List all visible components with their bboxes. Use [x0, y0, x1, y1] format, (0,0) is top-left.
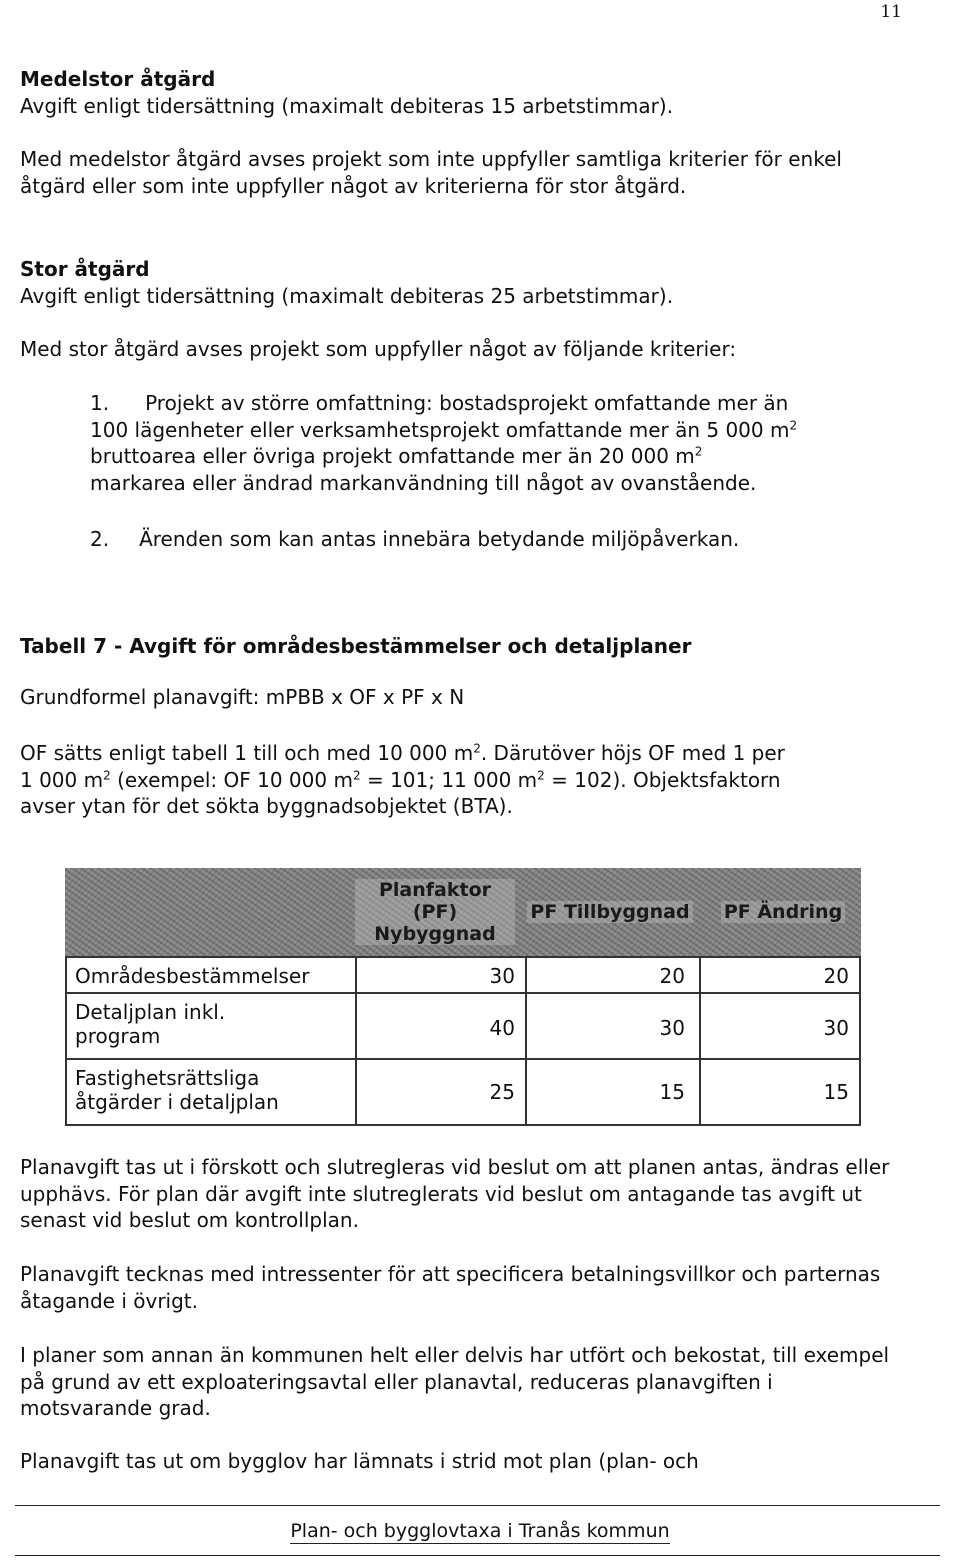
criteria-item-1-line-b: 100 lägenheter eller verksamhetsprojekt omfattande mer än 5 000 m: [90, 417, 790, 442]
criteria-item-2: [90, 526, 900, 553]
criteria-item-1-line-a: Projekt av större omfattning: bostadsprojekt omfattande mer än: [145, 391, 789, 415]
table-cell: 20: [823, 964, 849, 988]
superscript: 2: [537, 767, 545, 782]
medelstor-paragraph: Med medelstor åtgärd avses projekt som inte uppfyller samtliga kriterier för enkel åtgärd eller som inte uppfyller något av kriterierna för stor åtgärd.: [20, 147, 842, 198]
table-cell: 15: [659, 1080, 685, 1104]
paragraph-forskott: Planavgift tas ut i förskott och slutregleras vid beslut om att planen antas, ändras eller upphävs. För plan där avgift inte slutreglerats vid beslut om antagande tas avgift ut senast vid beslut om kontrollplan.: [20, 1155, 890, 1232]
table-cell: 25: [489, 1080, 515, 1104]
paragraph-reduceras: I planer som annan än kommunen helt eller delvis har utfört och bekostat, till exempel på grund av ett exploateringsavtal eller planavtal, reduceras planavgiften i motsvarande grad.: [20, 1343, 890, 1420]
stor-line1: Avgift enligt tidersättning (maximalt debiteras 25 arbetstimmar).: [20, 284, 674, 308]
table-cell: 15: [823, 1080, 849, 1104]
header-pf-tillbyggnad: PF Tillbyggnad: [525, 868, 695, 956]
table-rule: [859, 956, 861, 1126]
page-number: 11: [880, 2, 902, 22]
footer-rule-bottom: [15, 1555, 940, 1556]
stor-paragraph: Med stor åtgärd avses projekt som uppfyller något av följande kriterier:: [20, 337, 737, 361]
table-rule: [65, 956, 67, 1126]
superscript: 2: [103, 767, 111, 782]
criteria-item-1-line-c: bruttoarea eller övriga projekt omfattande mer än 20 000 m: [90, 444, 695, 468]
table-row-label: Områdesbestämmelser: [75, 964, 310, 988]
criteria-item-2-number: 2.: [90, 527, 110, 551]
of-text: = 101; 11 000 m: [360, 767, 538, 792]
table-rule: [355, 956, 357, 1126]
paragraph-bygglov: Planavgift tas ut om bygglov har lämnats i strid mot plan (plan- och: [20, 1449, 699, 1473]
of-text: (exempel: OF 10 000 m: [110, 767, 353, 792]
table-cell: 30: [489, 964, 515, 988]
criteria-item-1: [90, 390, 900, 496]
of-text: avser ytan för det sökta byggnadsobjektet (BTA).: [20, 794, 513, 818]
superscript: 2: [352, 767, 361, 782]
heading-medelstor: Medelstor åtgärd: [20, 67, 216, 91]
of-text: . Därutöver höjs OF med 1 per: [480, 741, 785, 765]
table-rule: [65, 992, 861, 994]
superscript: 2: [789, 417, 798, 432]
table-rule: [699, 956, 701, 1126]
of-text: 1 000 m: [20, 767, 104, 792]
table-cell: 20: [659, 964, 685, 988]
paragraph-tecknas: Planavgift tecknas med intressenter för att specificera betalningsvillkor och parternas åtagande i övrigt.: [20, 1262, 881, 1313]
criteria-item-2-text: Ärenden som kan antas innebära betydande miljöpåverkan.: [139, 527, 740, 551]
of-paragraph: [20, 740, 920, 820]
table-row-label: Fastighetsrättsliga åtgärder i detaljplan: [75, 1066, 279, 1114]
criteria-item-1-number: 1.: [90, 391, 110, 415]
of-text: = 102). Objektsfaktorn: [544, 767, 781, 792]
planfaktor-table: [65, 868, 861, 1126]
table-header-row: [65, 868, 861, 956]
header-pf-nybyggnad: Planfaktor (PF) Nybyggnad: [355, 868, 515, 956]
medelstor-line1: Avgift enligt tidersättning (maximalt debiteras 15 arbetstimmar).: [20, 94, 674, 118]
header-pf-andring: PF Ändring: [705, 868, 861, 956]
table-heading: Tabell 7 - Avgift för områdesbestämmelser och detaljplaner: [20, 634, 692, 658]
table-rule: [65, 1058, 861, 1060]
formula: Grundformel planavgift: mPBB x OF x PF x N: [20, 685, 465, 709]
table-rule: [65, 956, 861, 958]
superscript: 2: [473, 741, 481, 756]
of-text: OF sätts enligt tabell 1 till och med 10 000 m: [20, 741, 474, 765]
footer-text: Plan- och bygglovtaxa i Tranås kommun: [290, 1520, 670, 1542]
table-cell: 40: [489, 1016, 515, 1040]
table-cell: 30: [659, 1016, 685, 1040]
superscript: 2: [694, 444, 703, 459]
footer-rule: [15, 1505, 940, 1506]
table-rule: [525, 956, 527, 1126]
table-row-label: Detaljplan inkl. program: [75, 1000, 226, 1048]
page-footer: [0, 1520, 960, 1542]
table-rule: [65, 1124, 861, 1126]
heading-stor: Stor åtgärd: [20, 257, 150, 281]
table-cell: 30: [823, 1016, 849, 1040]
criteria-item-1-line-d: markarea eller ändrad markanvändning till något av ovanstående.: [90, 470, 757, 495]
